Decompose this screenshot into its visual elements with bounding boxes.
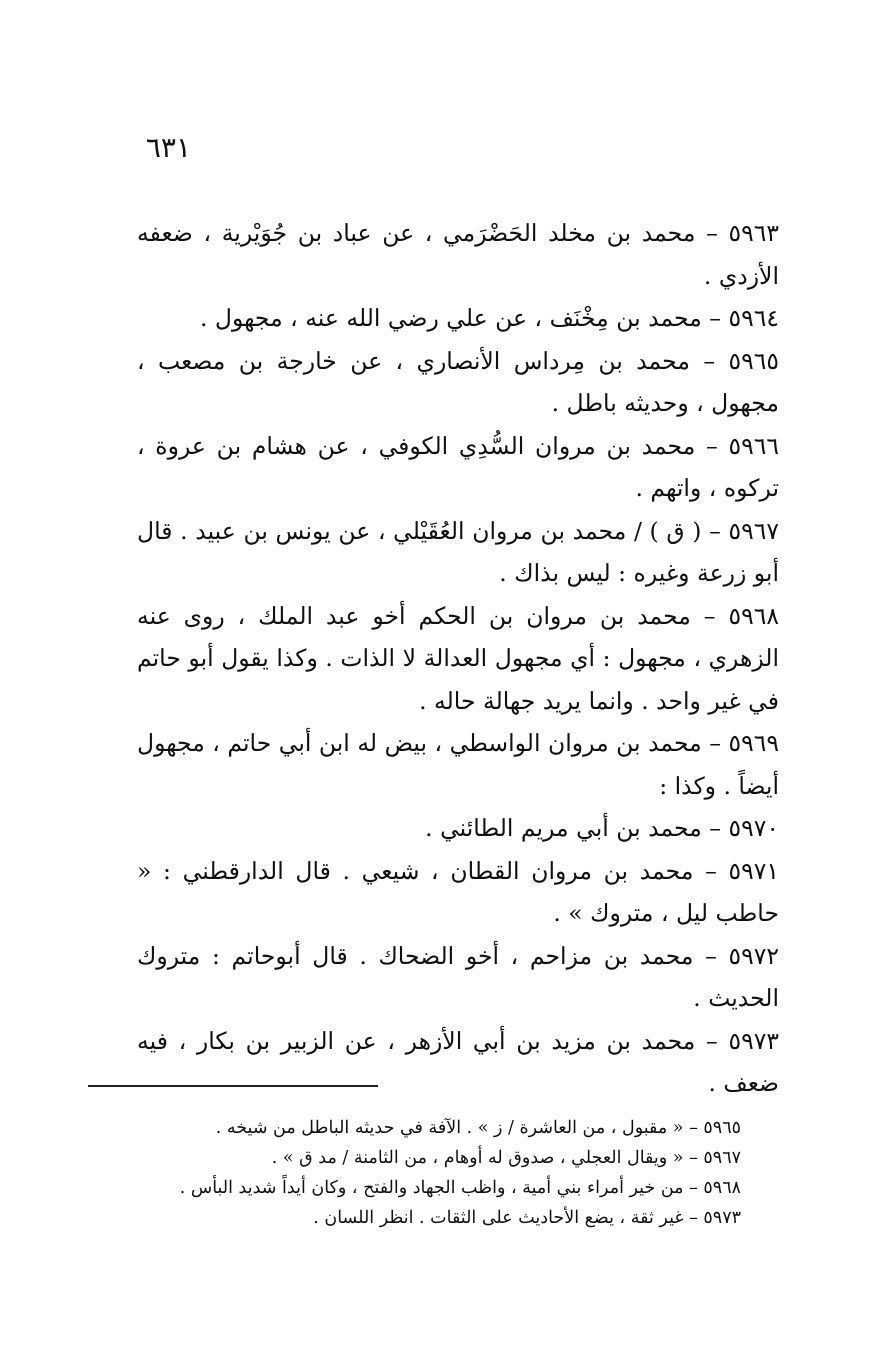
entry-5973: ٥٩٧٣ – محمد بن مزيد بن أبي الأزهر ، عن الزبير بن بكار ، فيه ضعف . (137, 1026, 779, 1097)
footnotes (137, 1113, 741, 1233)
entry-5968: ٥٩٦٨ – محمد بن مروان بن الحكم أخو عبد الملك ، روى عنه الزهري ، مجهول : أي مجهول العدالة لا الذات . وكذا يقول أبو حاتم في غير واحد . وانما يريد جهالة حاله . (137, 601, 779, 715)
footnote-5973: ٥٩٧٣ – غير ثقة ، يضع الأحاديث على الثقات . انظر اللسان . (313, 1208, 741, 1228)
entry-5970: ٥٩٧٠ – محمد بن أبي مريم الطائني . (425, 814, 779, 842)
footnote-divider (88, 1085, 378, 1087)
entry-5971: ٥٩٧١ – محمد بن مروان القطان ، شيعي . قال الدارقطني : « حاطب ليل ، متروك » . (137, 856, 779, 927)
main-text (137, 212, 779, 1105)
page-number: ٦٣١ (145, 131, 191, 164)
entry-5965: ٥٩٦٥ – محمد بن مِرداس الأنصاري ، عن خارجة بن مصعب ، مجهول ، وحديثه باطل . (137, 346, 779, 417)
footnote-5965: ٥٩٦٥ – « مقبول ، من العاشرة / ز » . الآفة في حديثه الباطل من شيخه . (215, 1118, 741, 1138)
footnote-5968: ٥٩٦٨ – من خير أمراء بني أمية ، واظب الجهاد والفتح ، وكان أيداً شديد البأس . (179, 1178, 741, 1198)
entry-5966: ٥٩٦٦ – محمد بن مروان السُّدِي الكوفي ، عن هشام بن عروة ، تركوه ، واتهم . (137, 431, 779, 502)
footnote-5967: ٥٩٦٧ – « ويقال العجلي ، صدوق له أوهام ، من الثامنة / مد ق » . (271, 1148, 741, 1168)
entry-5967: ٥٩٦٧ – ( ق ) / محمد بن مروان العُقَيْلي ، عن يونس بن عبيد . قال أبو زرعة وغيره : ليس بذاك . (137, 516, 779, 587)
entry-5963: ٥٩٦٣ – محمد بن مخلد الحَضْرَمي ، عن عباد بن جُوَيْرية ، ضعفه الأزدي . (137, 219, 779, 290)
entry-5969: ٥٩٦٩ – محمد بن مروان الواسطي ، بيض له ابن أبي حاتم ، مجهول أيضاً . وكذا : (137, 729, 779, 800)
entry-5972: ٥٩٧٢ – محمد بن مزاحم ، أخو الضحاك . قال أبوحاتم : متروك الحديث . (137, 941, 779, 1012)
entry-5964: ٥٩٦٤ – محمد بن مِخْنَف ، عن علي رضي الله عنه ، مجهول . (199, 304, 779, 332)
